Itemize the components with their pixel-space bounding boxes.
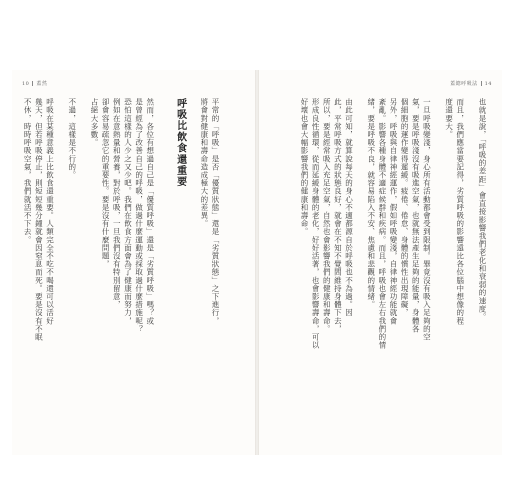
body-line: 呼吸在某種意義上比飲食還重要。人類完全不吃不喝還可以活好	[45, 98, 55, 325]
body-line: 將會對健康和壽命造成極大的差異。	[199, 98, 209, 228]
body-line: 形成良性循環，從而延緩身體的老化，好好活著，也會影響壽命，可以	[311, 98, 321, 350]
body-line: 一旦呼吸變淺，身心所有活動都會受到限制。畢竟沒有吸入足夠的空	[422, 98, 432, 341]
right-running-title: 蓋總呼吸法	[450, 81, 478, 87]
body-line: 而且，我們應當要記得，劣質呼吸的影響遠比各位腦中想像的程	[455, 98, 465, 325]
left-page	[12, 70, 255, 455]
body-line: 不休，時時呼吸空氣，我們就活不下去。	[23, 98, 33, 244]
left-page-number: 10	[22, 81, 30, 87]
body-line: 由此可知，就算說每天的身心不適都源自於呼吸也不為過。因	[344, 98, 354, 317]
left-running-head	[22, 80, 47, 87]
body-line: 個細胞的運作變得遲緩。疲倦、倦怠、身體的慣性出現障礙，	[400, 98, 410, 317]
body-line: 平常的「呼吸」是否「優質狀態」還是「劣質狀態」之下進行，	[211, 98, 220, 325]
body-line: 此，平常呼吸方式的狀態良好，就會在不知不覺間維持身體下去，	[333, 98, 343, 333]
body-line: 也就是說，「呼吸的差距」會直接影響我們老化和衰弱的速度。	[478, 98, 487, 322]
body-line: 然而，各位有想過自己是「優質呼吸」還是「劣質呼吸」嗎？或	[145, 98, 155, 325]
book-spread	[12, 70, 502, 455]
right-page	[259, 70, 502, 455]
left-running-title: 蓋然	[36, 81, 48, 87]
body-line: 緒，要是呼吸不良，就容易陷入不安、焦慮和悲觀的情緒。	[366, 98, 376, 309]
body-line: 好壞也會大幅影響我們的健康和壽命。	[300, 98, 309, 236]
body-line: 卻會容易疏忽它的重要性。要是沒有什麼問題，	[101, 98, 111, 269]
body-line: 氣，要是呼吸淺沒有吸進空氣，也就無法產生足夠的能量，身體各	[411, 98, 421, 333]
left-body-text	[22, 98, 221, 427]
gutter	[255, 70, 259, 455]
body-line: 紊亂。影響各種身體不適症候群和疾病。而且，呼吸也會左右我們的情	[377, 98, 387, 350]
body-line: 所以，要是經常吸入充足空氣，自然也會影響我們的健康和壽命。	[322, 98, 332, 333]
right-running-head	[450, 80, 492, 87]
body-line: 幾天，但若呼吸停止，則短短幾分鐘就會因窒息而死。要是沒有不眠	[34, 98, 44, 341]
body-line: 是曾經為了改善自己的呼吸，做過什麼運動或採取過什麼措施呢？	[134, 98, 144, 333]
body-line: 例如在意熱量和營養，對於呼吸，一旦我們沒有特別留意，	[112, 98, 122, 309]
body-line: 不過，這樣是不行的。	[67, 98, 77, 179]
section-heading: 呼吸比飲食還重要	[174, 98, 186, 188]
body-line: 恐怕這樣的人少之又少吧。我們在飲食方面會為了健康而努力，	[123, 98, 133, 325]
body-line: 度還要大。	[444, 98, 454, 139]
right-page-number: 14	[484, 81, 492, 87]
body-line: 占絕大多數。	[90, 98, 100, 147]
right-body-text	[299, 98, 488, 427]
body-line: 另外，呼吸與自律神經運作，假如呼吸變淺，自律神經功能就會	[389, 98, 398, 325]
